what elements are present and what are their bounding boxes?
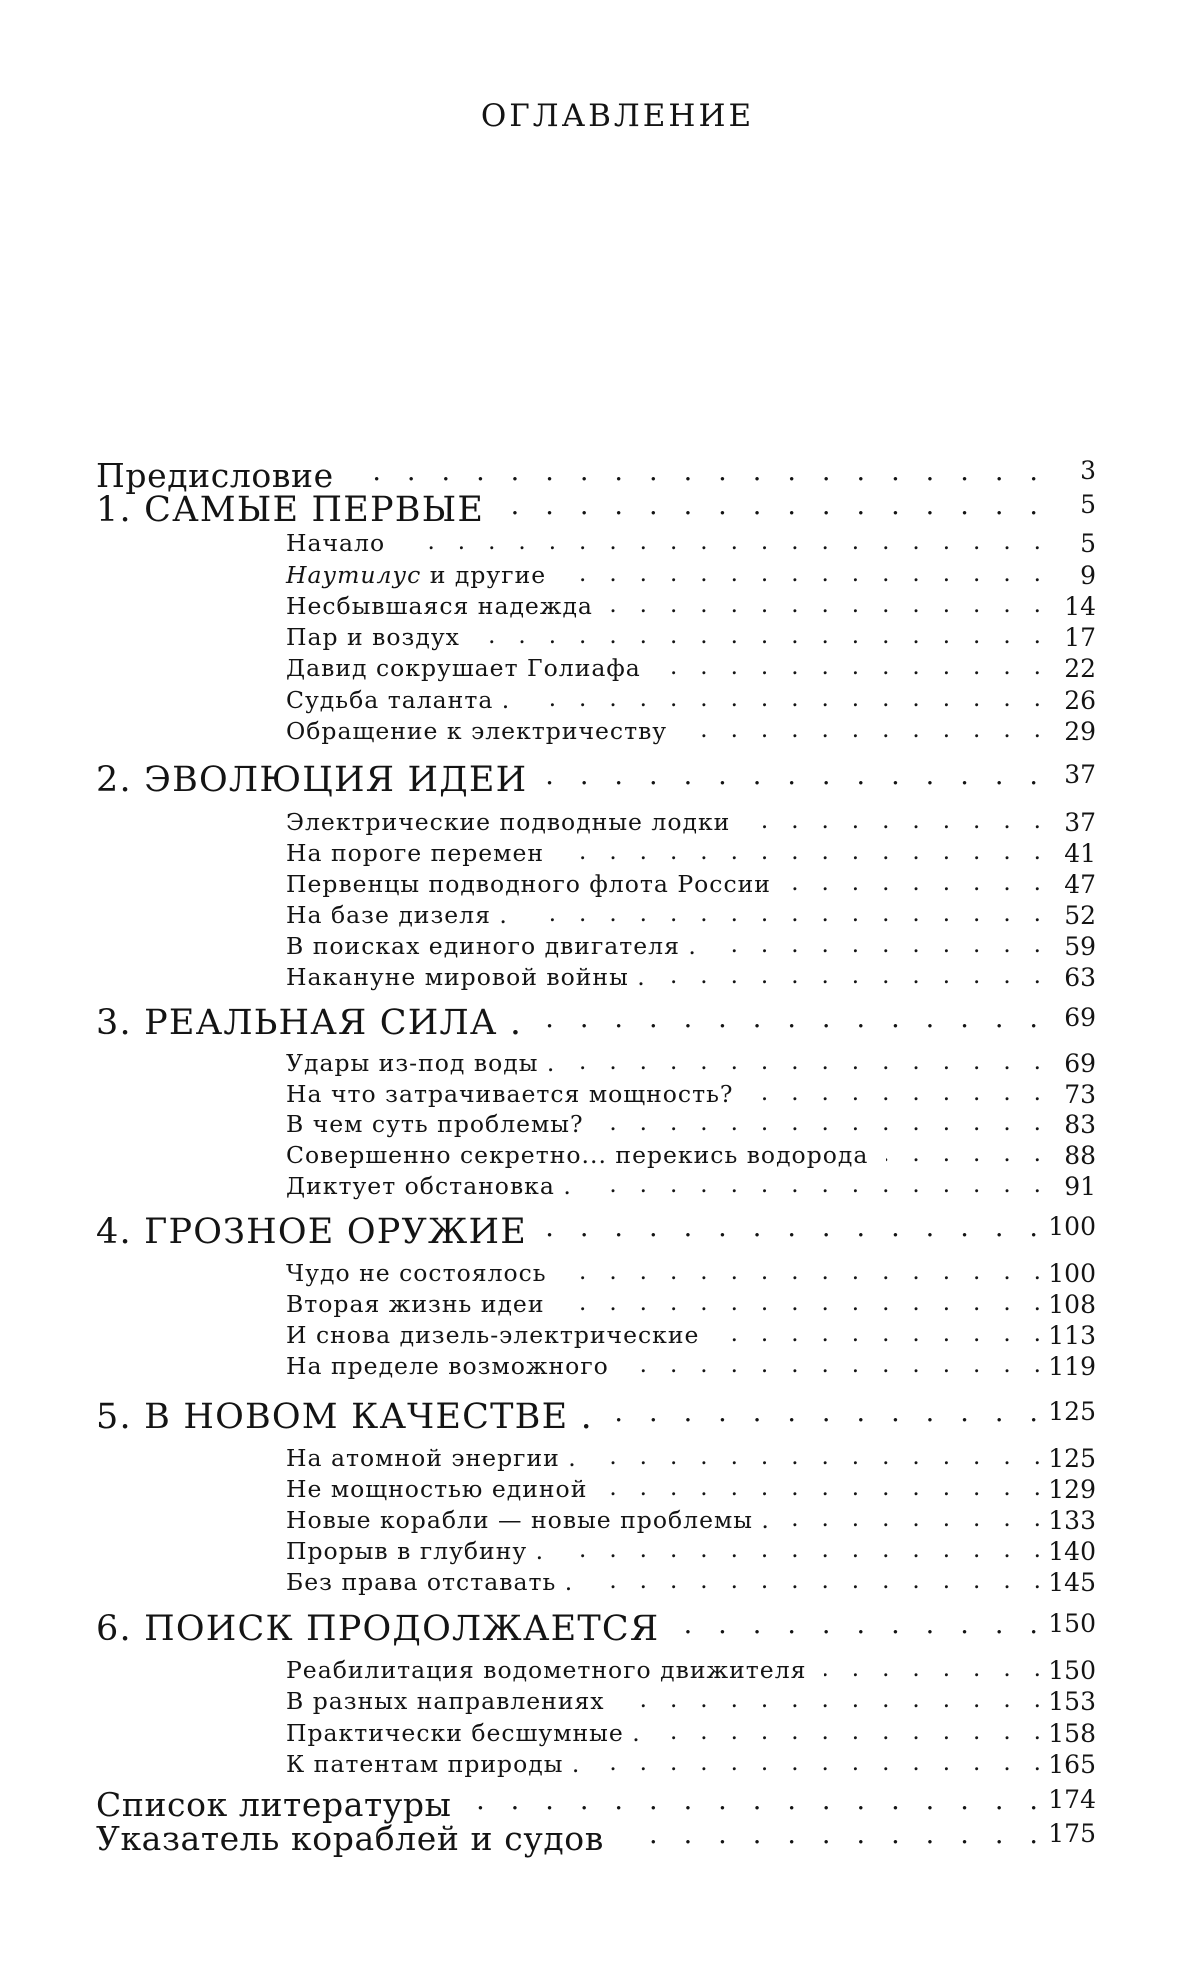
toc-entry-title: Обращение к электричеству <box>286 717 667 745</box>
dot-leader: ........... <box>717 1321 1064 1347</box>
toc-page-number: 125 <box>1048 1397 1096 1426</box>
dot-leader: ............... <box>545 760 1064 791</box>
toc-page-number: 5 <box>1080 529 1096 558</box>
dot-leader: ............... <box>590 1172 1064 1198</box>
dot-leader: ............ <box>685 717 1064 743</box>
toc-page-number: 37 <box>1064 808 1096 837</box>
dot-leader: ............. <box>659 1719 1064 1745</box>
toc-page-number: 63 <box>1064 963 1096 992</box>
toc-page-number: 14 <box>1064 592 1096 621</box>
toc-entry-title: Не мощностью единой <box>286 1475 587 1503</box>
toc-page-number: 174 <box>1048 1785 1096 1814</box>
toc-page-number: 158 <box>1048 1719 1096 1748</box>
toc-page-number: 73 <box>1064 1080 1096 1109</box>
toc-entry-title: 2. ЭВОЛЮЦИЯ ИДЕИ <box>96 760 527 800</box>
toc-entry-title: 5. В НОВОМ КАЧЕСТВЕ . <box>96 1397 593 1437</box>
dot-leader: ................ <box>562 1537 1064 1563</box>
dot-leader: .......... <box>788 1506 1064 1532</box>
toc-page-number: 37 <box>1064 760 1096 789</box>
toc-entry-title: Несбывшаяся надежда <box>286 592 593 620</box>
dot-leader: ........... <box>677 1609 1064 1640</box>
dot-leader: ............... <box>623 1687 1064 1713</box>
dot-leader: ............ <box>622 1819 1064 1850</box>
dot-leader: .......... <box>751 1080 1064 1106</box>
toc-entry-title: Предисловие <box>96 456 334 495</box>
toc-page-number: 69 <box>1064 1049 1096 1078</box>
toc-page-number: 125 <box>1048 1444 1096 1473</box>
dot-leader: ............... <box>591 1568 1064 1594</box>
toc-page-number: 52 <box>1064 901 1096 930</box>
toc-page-number: 41 <box>1064 839 1096 868</box>
toc-entry-title: В чем суть проблемы? <box>286 1110 584 1138</box>
dot-leader: .............. <box>627 1352 1064 1378</box>
toc-page-number: 88 <box>1064 1141 1096 1170</box>
toc-entry-title: Без права отставать . <box>286 1568 573 1596</box>
toc-entry-title: Прорыв в глубину . <box>286 1537 544 1565</box>
toc-entry-title: Реабилитация водометного движителя <box>286 1656 806 1684</box>
toc-page-number: 3 <box>1080 456 1096 485</box>
toc-entry-title: Чудо не состоялось <box>286 1259 547 1287</box>
dot-leader: ................. <box>528 686 1064 712</box>
dot-leader: .................... <box>478 623 1064 649</box>
toc-entry-title: Диктует обстановка . <box>286 1172 572 1200</box>
dot-leader: ................ <box>562 839 1064 865</box>
dot-leader: ............... <box>605 1475 1064 1501</box>
toc-entry-title: Давид сокрушает Голиафа <box>286 654 641 682</box>
dot-leader: ................ <box>563 1290 1064 1316</box>
toc-page-number: 119 <box>1048 1352 1096 1381</box>
dot-leader: .......... <box>748 808 1064 834</box>
dot-leader: ............. <box>659 654 1064 680</box>
toc-entry-title: Электрические подводные лодки <box>286 808 730 836</box>
dot-leader: .................... <box>352 456 1064 487</box>
toc-page-number: 150 <box>1048 1609 1096 1638</box>
toc-entry-title: Накануне мировой войны . <box>286 963 646 991</box>
toc-entry-title: На что затрачивается мощность? <box>286 1080 733 1108</box>
toc-entry-title: К патентам природы . <box>286 1750 580 1778</box>
dot-leader: ........... <box>715 932 1064 958</box>
toc-entry-title <box>286 561 546 589</box>
dot-leader: ................ <box>573 1049 1064 1075</box>
toc-entry-title: Список литературы <box>96 1785 452 1824</box>
dot-leader: ................ <box>565 1259 1064 1285</box>
toc-page-number: 17 <box>1064 623 1096 652</box>
toc-page-number: 153 <box>1048 1687 1096 1716</box>
toc-page-number: 29 <box>1064 717 1096 746</box>
dot-leader: ...................... <box>403 529 1064 555</box>
toc-entry-title: 6. ПОИСК ПРОДОЛЖАЕТСЯ <box>96 1609 659 1649</box>
toc-entry-title: На атомной энергии . <box>286 1444 577 1472</box>
dot-leader: ........ <box>824 1656 1064 1682</box>
toc-page-number: 5 <box>1080 490 1096 519</box>
toc-entry-title: 1. САМЫЕ ПЕРВЫЕ <box>96 490 484 530</box>
dot-leader: ................ <box>564 561 1064 587</box>
dot-leader: ............. <box>611 1397 1064 1428</box>
dot-leader: ................. <box>526 901 1064 927</box>
dot-leader: ................. <box>470 1785 1064 1816</box>
dot-leader: ............... <box>611 592 1064 618</box>
dot-leader: ............... <box>598 1750 1064 1776</box>
dot-leader: ............. <box>664 963 1064 989</box>
toc-entry-title: 3. РЕАЛЬНАЯ СИЛА . <box>96 1003 522 1043</box>
toc-page-number: 59 <box>1064 932 1096 961</box>
toc-page-number: 47 <box>1064 870 1096 899</box>
toc-entry-title: Вторая жизнь идеи <box>286 1290 545 1318</box>
toc-page-number: 150 <box>1048 1656 1096 1685</box>
toc-page-number: 113 <box>1048 1321 1096 1350</box>
toc-entry-title: Новые корабли — новые проблемы . <box>286 1506 770 1534</box>
dot-leader: ............... <box>595 1444 1064 1470</box>
toc-entry-title: Судьба таланта . <box>286 686 510 714</box>
toc-page-number: 175 <box>1048 1819 1096 1848</box>
toc-page-number: 83 <box>1064 1110 1096 1139</box>
toc-entry-title: Практически бесшумные . <box>286 1719 641 1747</box>
toc-entry-title: Совершенно секретно... перекись водорода <box>286 1141 868 1169</box>
toc-page-number: 133 <box>1048 1506 1096 1535</box>
toc-page-number: 140 <box>1048 1537 1096 1566</box>
toc-page-number: 108 <box>1048 1290 1096 1319</box>
toc-entry-title: В поисках единого двигателя . <box>286 932 697 960</box>
dot-leader: ..... <box>886 1141 1064 1167</box>
dot-leader: ............... <box>602 1110 1064 1136</box>
toc-entry-title: На пределе возможного <box>286 1352 609 1380</box>
toc-page-number: 100 <box>1048 1212 1096 1241</box>
toc-entry-title-italic: Наутилус <box>286 561 421 589</box>
toc-entry-title: Указатель кораблей и судов <box>96 1819 604 1858</box>
dot-leader: ................ <box>502 490 1064 521</box>
toc-page-number: 129 <box>1048 1475 1096 1504</box>
toc-page-number: 26 <box>1064 686 1096 715</box>
toc-entry-title: Пар и воздух <box>286 623 460 651</box>
toc-page-number: 22 <box>1064 654 1096 683</box>
toc-page-number: 165 <box>1048 1750 1096 1779</box>
toc-entry-title: Первенцы подводного флота России <box>286 870 771 898</box>
dot-leader: ............... <box>540 1003 1064 1034</box>
toc-entry-title: На базе дизеля . <box>286 901 508 929</box>
toc-entry-title: На пороге перемен <box>286 839 544 867</box>
toc-entry-title: Удары из-под воды . <box>286 1049 555 1077</box>
toc-page-number: 91 <box>1064 1172 1096 1201</box>
toc-entry-title: И снова дизель-электрические <box>286 1321 699 1349</box>
toc-page-number: 9 <box>1080 561 1096 590</box>
dot-leader: .......... <box>789 870 1064 896</box>
page-title: ОГЛАВЛЕНИЕ <box>0 98 1200 134</box>
toc-page-number: 69 <box>1064 1003 1096 1032</box>
toc-entry-title: 4. ГРОЗНОЕ ОРУЖИЕ <box>96 1212 527 1252</box>
toc-entry-title: Начало <box>286 529 385 557</box>
toc-page-number: 100 <box>1048 1259 1096 1288</box>
toc-entry-title-rest: и другие <box>421 561 546 589</box>
dot-leader: ............... <box>545 1212 1064 1243</box>
toc-page-number: 145 <box>1048 1568 1096 1597</box>
toc-entry-title: В разных направлениях <box>286 1687 605 1715</box>
